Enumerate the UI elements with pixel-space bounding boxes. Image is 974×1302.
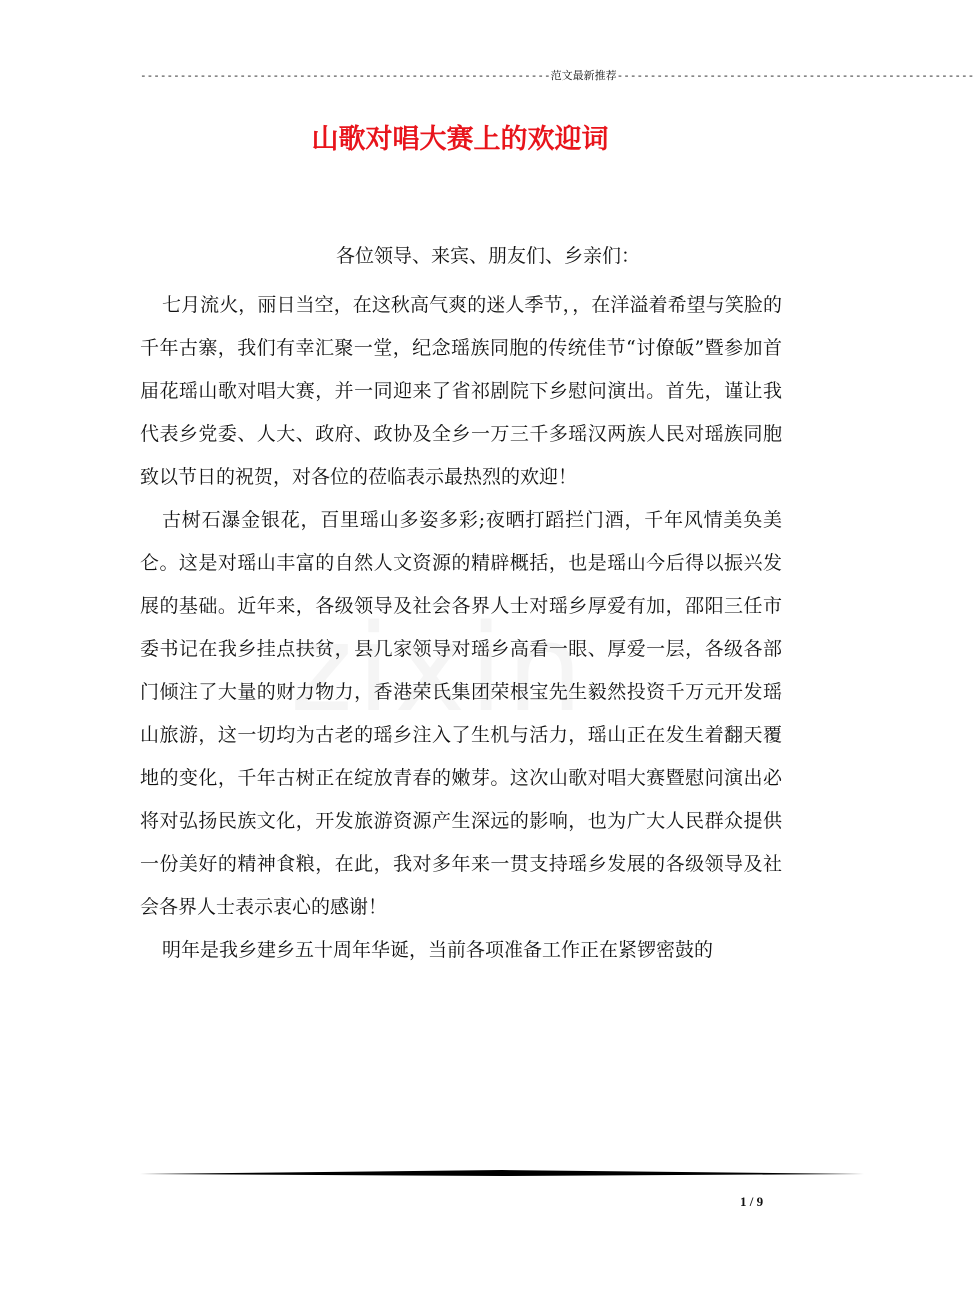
salutation: 各位领导、来宾、朋友们、乡亲们： xyxy=(336,245,641,267)
document-title: 山歌对唱大赛上的欢迎词 xyxy=(311,124,609,155)
body-text xyxy=(140,284,782,972)
paragraph-2: 古树石瀑金银花，百里瑶山多姿多彩;夜晒打蹈拦门酒，千年风情美奂美仑。这是对瑶山丰富的自然人文资源的精辟概括，也是瑶山今后得以振兴发展的基础。近年来，各级领导及社会各界人士对瑶乡厚爱有加，邵阳三任市委书记在我乡挂点扶贫，县几家领导对瑶乡高看一眼、厚爱一层，各级各部门倾注了大量的财力物力，香港荣氏集团荣根宝先生毅然投资千万元开发瑶山旅游，这一切均为古老的瑶乡注入了生机与活力，瑶山正在发生着翻天覆地的变化，千年古树正在绽放青春的嫩芽。这次山歌对唱大赛暨慰问演出必将对弘扬民族文化，开发旅游资源产生深远的影响，也为广大人民群众提供一份美好的精神食粮，在此，我对多年来一贯支持瑶乡发展的各级领导及社会各界人士表示衷心的感谢！ xyxy=(140,509,782,918)
paragraph-1: 七月流火，丽日当空，在这秋高气爽的迷人季节，，在洋溢着希望与笑脸的千年古寨，我们有幸汇聚一堂，纪念瑶族同胞的传统佳节“讨僚皈”暨参加首届花瑶山歌对唱大赛，并一同迎来了省祁剧院下乡慰问演出。首先，谨让我代表乡党委、人大、政府、政协及全乡一万三千多瑶汉两族人民对瑶族同胞致以节日的祝贺，对各位的莅临表示最热烈的欢迎！ xyxy=(140,294,782,488)
paragraph-3: 明年是我乡建乡五十周年华诞，当前各项准备工作正在紧锣密鼓的 xyxy=(162,939,714,961)
header-banner: --------------------------------------------------------------范文最新推荐------------------------------------------------------ xyxy=(140,69,974,82)
page-number: 1 / 9 xyxy=(740,1194,764,1209)
footer-divider xyxy=(140,1168,864,1178)
